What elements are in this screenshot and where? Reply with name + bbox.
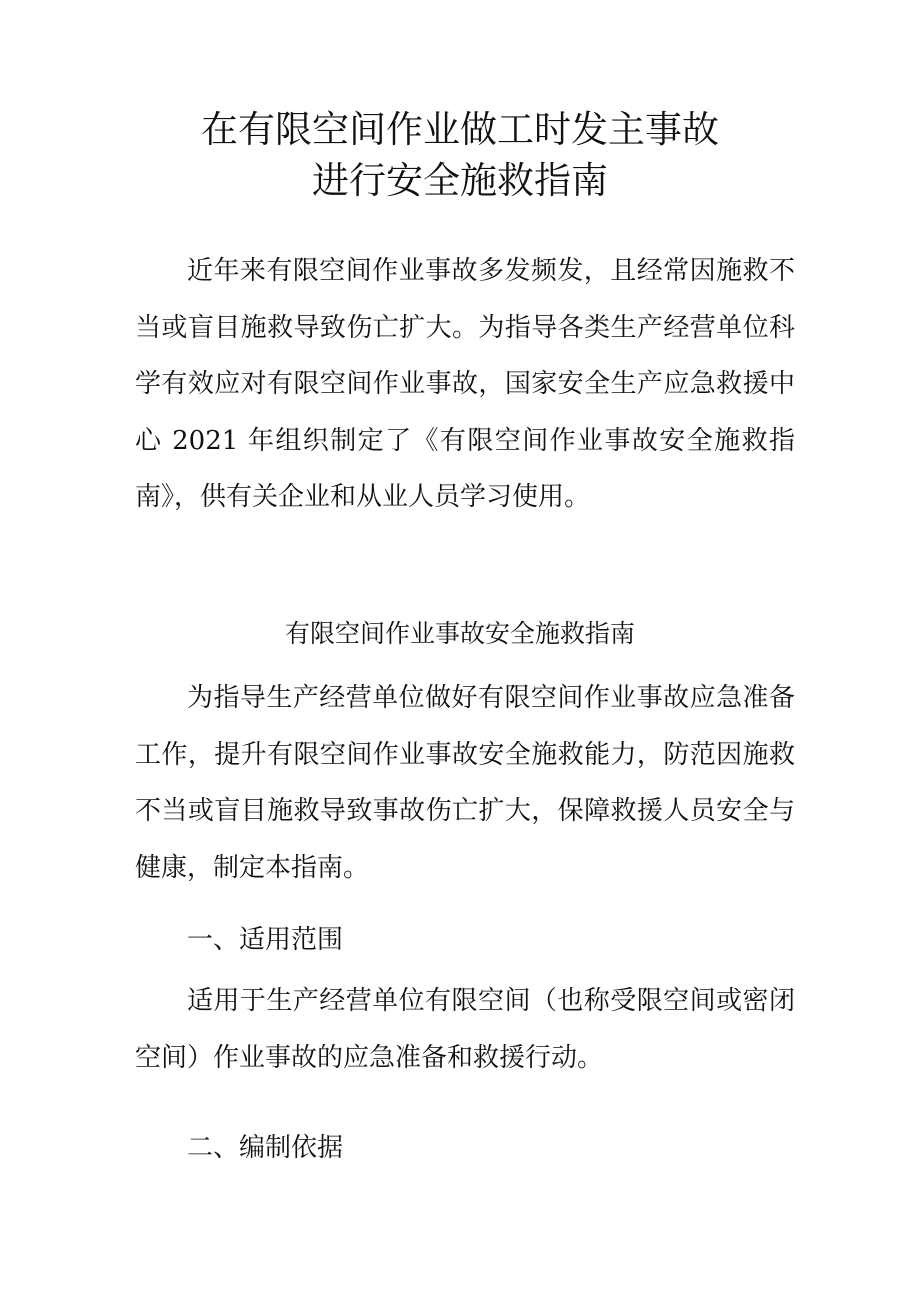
document-title-line-2: 进行安全施救指南: [312, 159, 608, 202]
section-1-paragraph: 适用于生产经营单位有限空间（也称受限空间或密闭空间）作业事故的应急准备和救援行动。: [135, 986, 795, 1073]
intro-paragraph: 近年来有限空间作业事故多发频发，且经常因施救不当或盲目施救导致伤亡扩大。为指导各类生产经营单位科学有效应对有限空间作业事故，国家安全生产应急救援中心 2021 年组织制定了《有限空间作业事故安全施救指南》，供有关企业和从业人员学习使用。: [135, 256, 795, 512]
purpose-paragraph: 为指导生产经营单位做好有限空间作业事故应急准备工作，提升有限空间作业事故安全施救能力，防范因施救不当或盲目施救导致事故伤亡扩大，保障救援人员安全与健康，制定本指南。: [135, 683, 795, 883]
guide-title: 有限空间作业事故安全施救指南: [284, 619, 635, 648]
section-2-heading: 二、编制依据: [187, 1133, 344, 1163]
section-1-heading: 一、适用范围: [187, 925, 344, 955]
document-title-line-1: 在有限空间作业做工时发主事故: [201, 108, 719, 151]
